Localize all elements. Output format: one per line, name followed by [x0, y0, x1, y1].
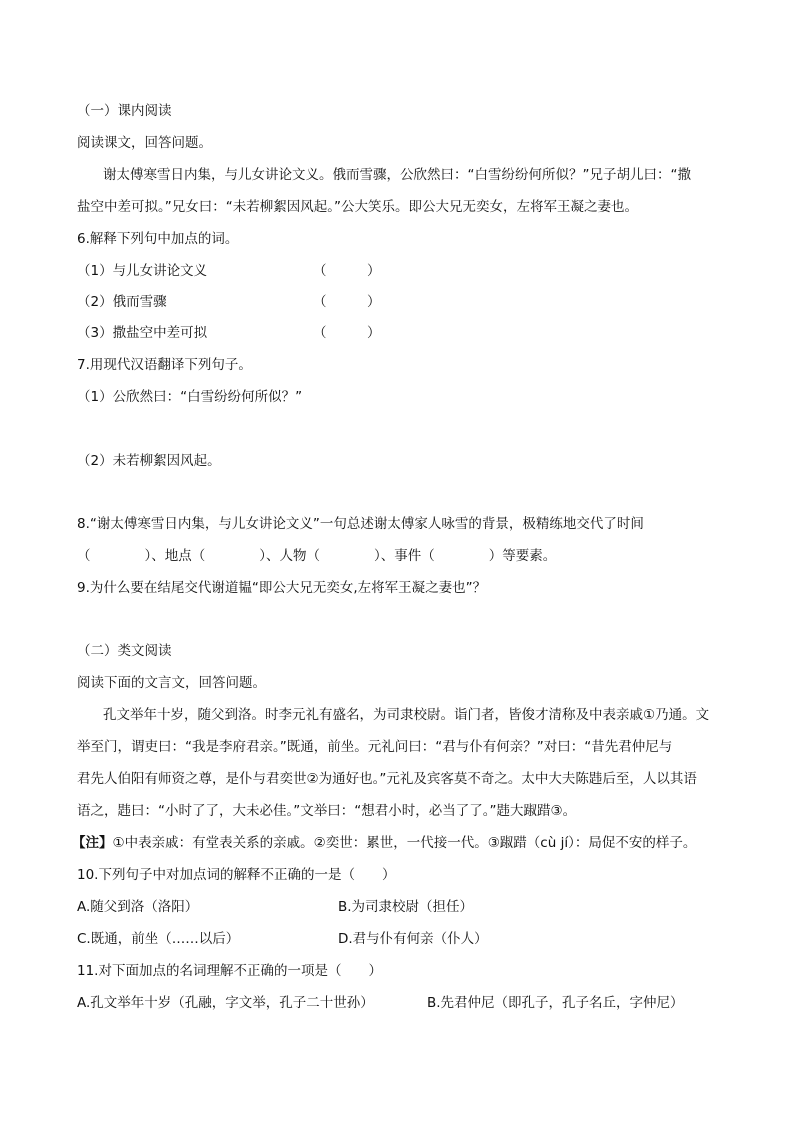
section2-instruction: 阅读下面的文言文，回答问题。	[77, 675, 266, 691]
q10-option-d: D.君与仆有何亲（仆人）	[338, 931, 488, 947]
question-10: 10.下列句子中对加点词的解释不正确的一是（ ）	[77, 867, 396, 883]
question-8-line-1: 8.“谢太傅寒雪日内集，与儿女讲论文义”一句总述谢太傅家人咏雪的背景，极精练地交代了时间	[77, 516, 644, 532]
q6-item-2-blank: （ ）	[313, 294, 381, 310]
section2-heading: （二）类文阅读	[77, 643, 172, 659]
q6-item-3-blank: （ ）	[313, 325, 381, 341]
q7-item-2: （2）未若柳絮因风起。	[77, 453, 221, 469]
q11-option-b: B.先君仲尼（即孔子，孔子名丘，字仲尼）	[427, 995, 684, 1011]
q10-option-c: C.既通，前坐（……以后）	[77, 931, 240, 947]
note-label: 【注】	[72, 835, 113, 851]
passage2-line-3: 君先人伯阳有师资之尊，是仆与君奕世②为通好也。”元礼及宾客莫不奇之。太中大夫陈韪后至，人以其语	[77, 771, 697, 787]
question-6: 6.解释下列句中加点的词。	[77, 231, 239, 247]
passage2-line-4: 语之，韪曰：“小时了了，大未必佳。”文举曰：“想君小时，必当了了。”韪大踧踖③。	[77, 803, 577, 819]
question-7: 7.用现代汉语翻译下列句子。	[77, 357, 252, 373]
section1-heading: （一）课内阅读	[77, 103, 172, 119]
passage2-line-1: 孔文举年十岁，随父到洛。时李元礼有盛名，为司隶校尉。诣门者，皆俊才清称及中表亲戚①乃通。文	[103, 707, 710, 723]
passage1-line-2: 盐空中差可拟。”兄女曰：“未若柳絮因风起。”公大笑乐。即公大兄无奕女，左将军王凝之妻也。	[77, 199, 638, 215]
q6-item-1-blank: （ ）	[313, 263, 381, 279]
question-11: 11.对下面加点的名词理解不正确的一项是（ ）	[77, 963, 382, 979]
note-text: ①中表亲戚：有堂表关系的亲戚。②奕世：累世，一代接一代。③踧踖（cù jí）：局促不安的样子。	[112, 835, 697, 851]
question-8-line-2: （ ）、地点（ ）、人物（ ）、事件（ ）等要素。	[77, 548, 557, 564]
section1-instruction: 阅读课文，回答问题。	[77, 135, 212, 151]
question-9: 9.为什么要在结尾交代谢道韫“即公大兄无奕女,左将军王凝之妻也”？	[77, 580, 487, 596]
q11-option-a: A.孔文举年十岁（孔融，字文举，孔子二十世孙）	[77, 995, 374, 1011]
q7-item-1: （1）公欣然曰：“白雪纷纷何所似？”	[77, 389, 303, 405]
q6-item-1: （1）与儿女讲论文义	[77, 263, 208, 279]
q10-option-a: A.随父到洛（洛阳）	[77, 899, 199, 915]
note	[72, 833, 696, 853]
q6-item-2: （2）俄而雪骤	[77, 294, 167, 310]
passage2-line-2: 举至门，谓吏曰：“我是李府君亲。”既通，前坐。元礼问曰：“君与仆有何亲？”对曰：“昔先君仲尼与	[77, 739, 673, 755]
passage1-line-1: 谢太傅寒雪日内集，与儿女讲论文义。俄而雪骤，公欣然曰：“白雪纷纷何所似？”兄子胡儿曰：“撒	[103, 167, 691, 183]
q10-option-b: B.为司隶校尉（担任）	[338, 899, 474, 915]
q6-item-3: （3）撒盐空中差可拟	[77, 325, 208, 341]
